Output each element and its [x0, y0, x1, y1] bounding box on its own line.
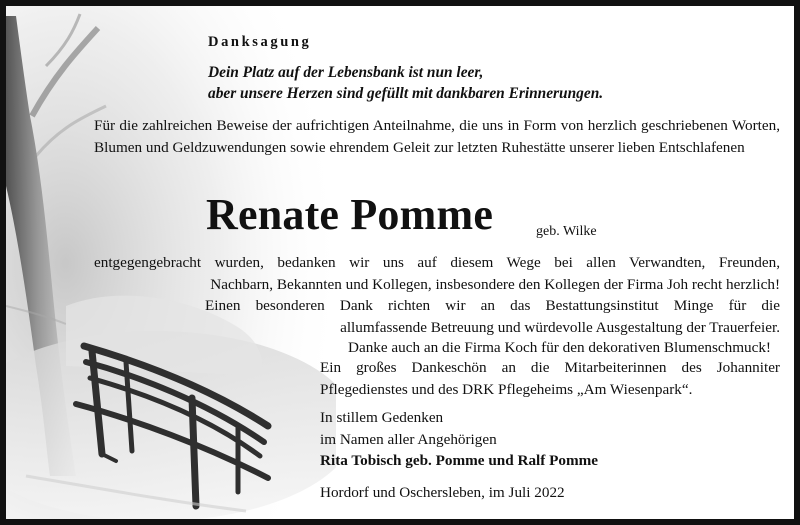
verse-line: aber unsere Herzen sind gefüllt mit dankbaren Erinnerungen.: [208, 85, 604, 102]
thanks-line: Nachbarn, Bekannten und Kollegen, insbesondere den Kollegen der Firma Joh recht herzlich!: [210, 275, 780, 293]
thanks-line: entgegengebracht wurden, bedanken wir uns auf diesem Wege bei allen Verwandten, Freunden,: [94, 254, 780, 271]
thanks-line: Einen besonderen Dank richten wir an das Bestattungsinstitut Minge für die: [205, 297, 780, 314]
florist-thanks: [271, 337, 771, 359]
place-and-date: Hordorf und Oschersleben, im Juli 2022: [320, 484, 565, 501]
thanks-line: Danke auch an die Firma Koch für den dekorativen Blumenschmuck!: [347, 339, 771, 356]
thanks-paragraph: [94, 252, 780, 295]
deceased-name: Renate Pomme: [206, 190, 494, 239]
notice-heading: Danksagung: [208, 34, 312, 50]
thanks-line: Ein großes Dankeschön an die Mitarbeiterinnen des Johanniter: [320, 359, 780, 376]
signature-line: In stillem Gedenken: [320, 409, 444, 426]
care-staff-thanks: [320, 357, 780, 400]
intro-paragraph: Für die zahlreichen Beweise der aufrichtigen Anteilnahme, die uns in Form von herzlich geschriebenen Worten, Blumen und Geldzuwendungen sowie ehrendem Geleit zur letzten Ruhestätte unserer lieben Entschlafenen: [94, 117, 780, 156]
thanks-line: allumfassende Betreuung und würdevolle Ausgestaltung der Trauerfeier.: [340, 318, 780, 336]
verse-line: Dein Platz auf der Lebensbank ist nun leer,: [208, 64, 484, 81]
signature-line: im Namen aller Angehörigen: [320, 430, 497, 448]
birth-name: geb. Wilke: [536, 224, 597, 239]
signature-block: [320, 407, 598, 472]
signature-names: Rita Tobisch geb. Pomme und Ralf Pomme: [320, 452, 599, 469]
memorial-verse: [208, 62, 603, 104]
funeral-home-thanks: [205, 295, 780, 338]
thanks-line: Pflegedienstes und des DRK Pflegeheims „Am Wiesenpark“.: [320, 380, 693, 398]
